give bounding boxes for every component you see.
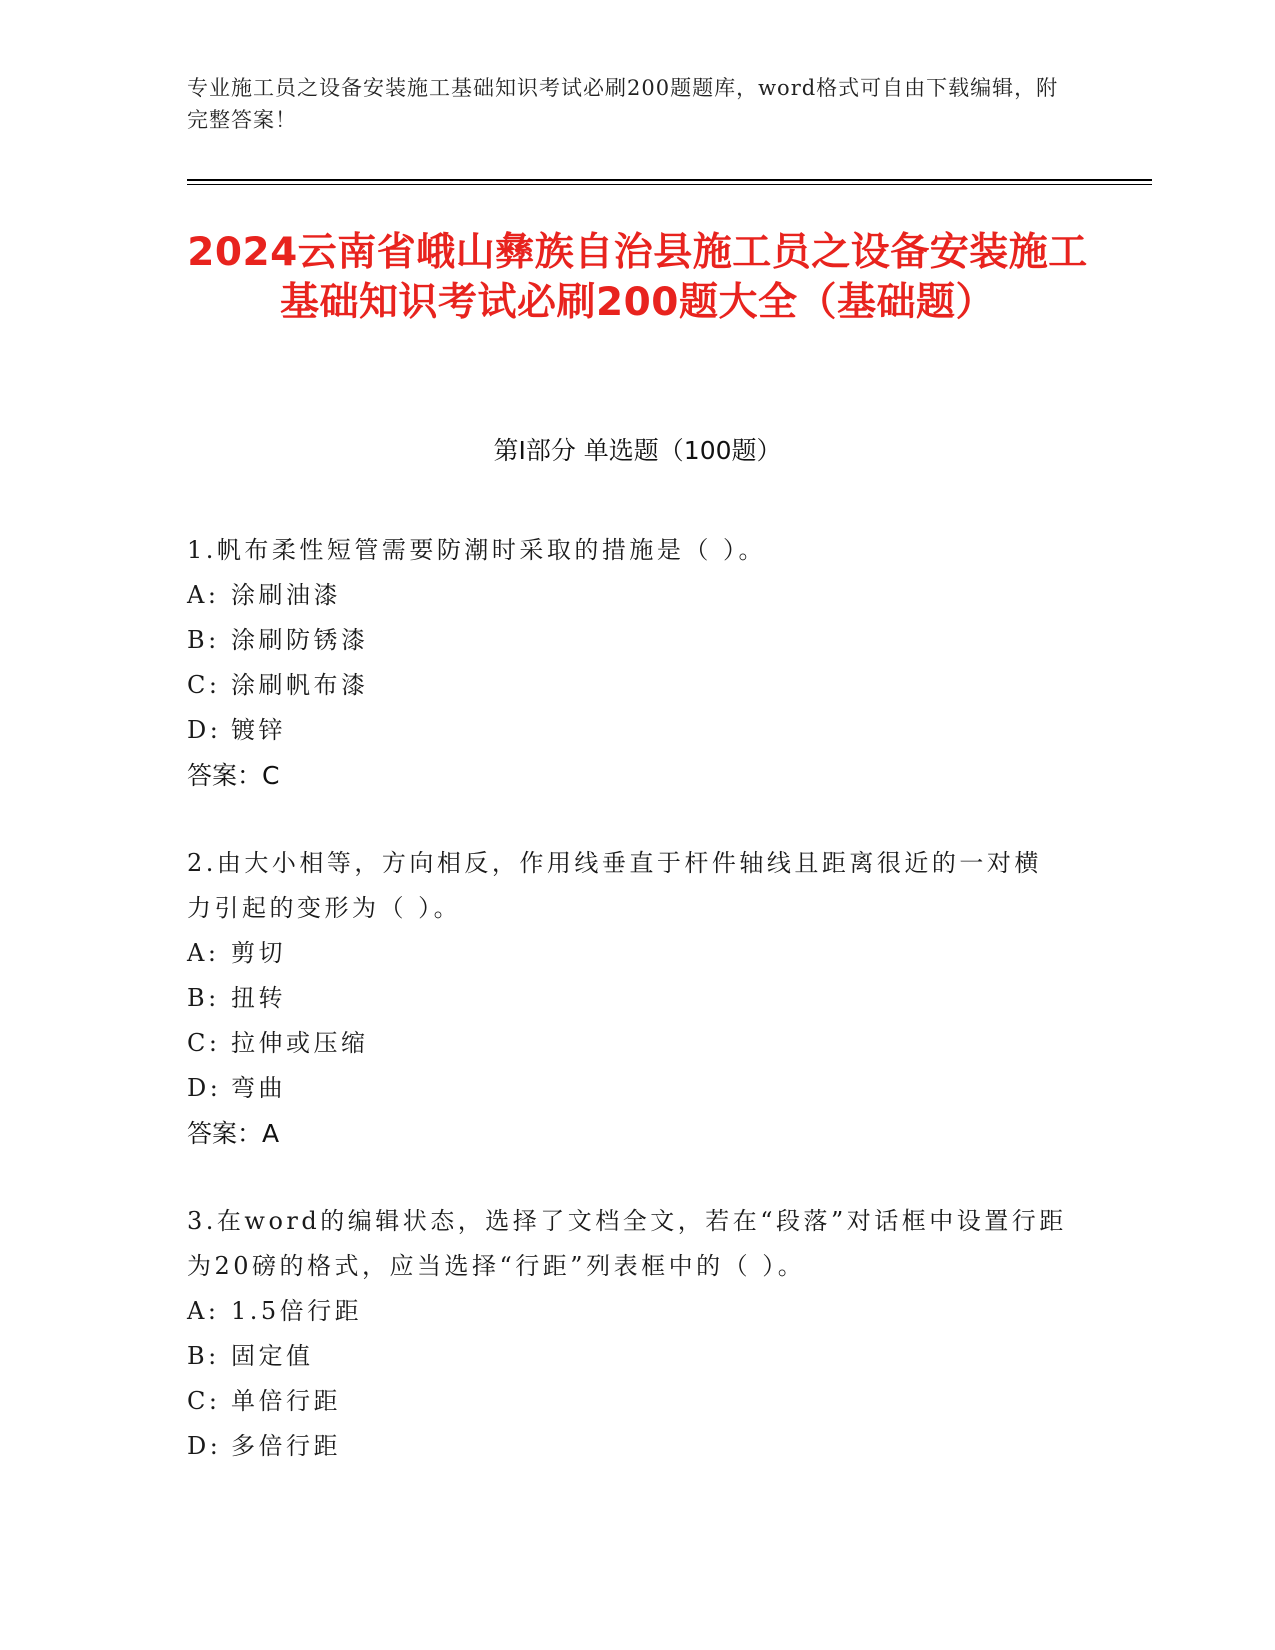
section-title: 第Ⅰ部分 单选题（100题） (493, 436, 782, 465)
option-d (187, 1066, 1067, 1111)
option-key: A: (187, 939, 220, 967)
option-b (187, 1334, 1067, 1379)
question-1 (187, 528, 1067, 799)
option-text: 剪切 (231, 939, 286, 967)
option-text: 扭转 (231, 984, 286, 1012)
option-text: 1.5倍行距 (231, 1297, 363, 1325)
option-a (187, 573, 1067, 618)
question-list (187, 528, 1067, 1511)
question-2 (187, 841, 1067, 1157)
header-note: 专业施工员之设备安装施工基础知识考试必刷200题题库，word格式可自由下载编辑，附完整答案！ (187, 76, 1059, 132)
option-a (187, 1289, 1067, 1334)
question-3 (187, 1199, 1067, 1469)
document-title: 2024云南省峨山彝族自治县施工员之设备安装施工基础知识考试必刷200题大全（基础题） (187, 230, 1088, 325)
header-rule-thin (187, 184, 1152, 185)
option-text: 多倍行距 (231, 1432, 341, 1460)
option-key: B: (187, 626, 220, 654)
header-rule-thick (187, 179, 1152, 181)
option-key: C: (187, 671, 221, 699)
option-key: C: (187, 1387, 221, 1415)
option-c (187, 1021, 1067, 1066)
option-key: D: (187, 1432, 222, 1460)
option-b (187, 618, 1067, 663)
question-stem: 2.由大小相等，方向相反，作用线垂直于杆件轴线且距离很近的一对横力引起的变形为（ ）。 (187, 849, 1042, 922)
option-key: D: (187, 716, 222, 744)
option-text: 单倍行距 (231, 1387, 341, 1415)
option-text: 涂刷防锈漆 (231, 626, 369, 654)
option-text: 固定值 (231, 1342, 314, 1370)
option-a (187, 931, 1067, 976)
question-stem: 3.在word的编辑状态，选择了文档全文，若在“段落”对话框中设置行距为20磅的格式，应当选择“行距”列表框中的（ ）。 (187, 1207, 1067, 1280)
option-key: A: (187, 1297, 220, 1325)
option-c (187, 663, 1067, 708)
option-key: C: (187, 1029, 221, 1057)
option-text: 拉伸或压缩 (231, 1029, 369, 1057)
option-d (187, 708, 1067, 753)
answer-line: 答案：A (187, 1119, 280, 1148)
option-c (187, 1379, 1067, 1424)
option-key: A: (187, 581, 220, 609)
option-key: D: (187, 1074, 222, 1102)
option-text: 弯曲 (231, 1074, 286, 1102)
option-text: 镀锌 (231, 716, 286, 744)
option-d (187, 1424, 1067, 1469)
option-b (187, 976, 1067, 1021)
option-text: 涂刷帆布漆 (231, 671, 369, 699)
question-stem: 1.帆布柔性短管需要防潮时采取的措施是（ ）。 (187, 536, 767, 564)
option-text: 涂刷油漆 (231, 581, 341, 609)
option-key: B: (187, 984, 220, 1012)
option-key: B: (187, 1342, 220, 1370)
answer-line: 答案：C (187, 761, 280, 790)
